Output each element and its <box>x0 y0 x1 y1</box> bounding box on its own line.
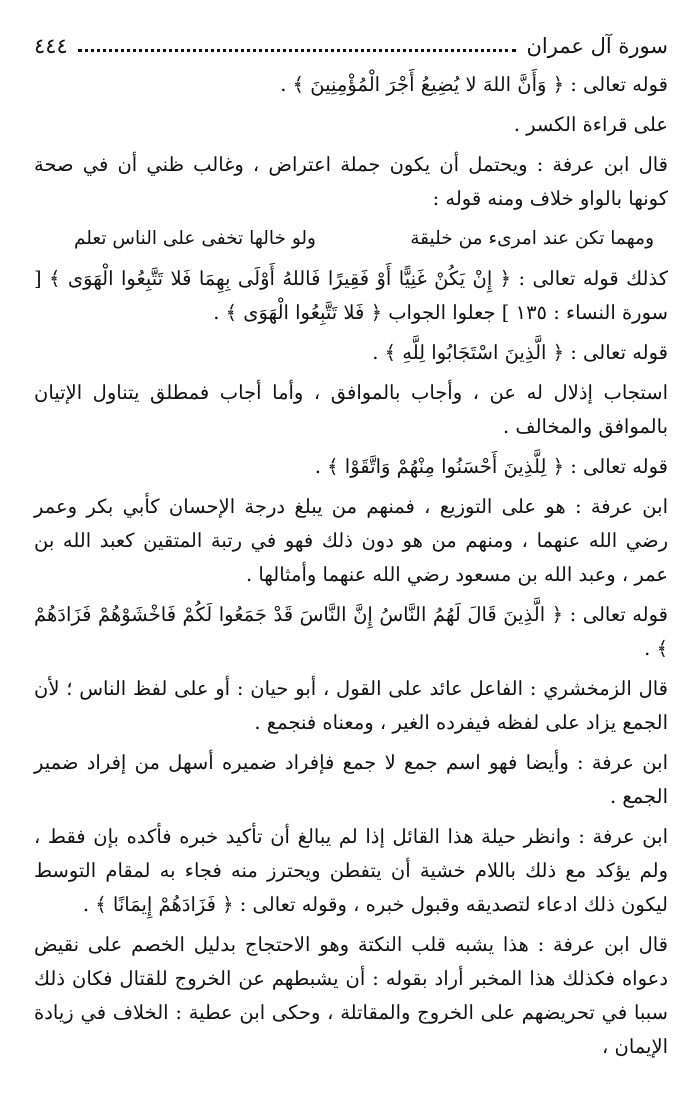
verse-right-hemistich: ومهما تكن عند امرىء من خليقة <box>410 228 654 249</box>
page-body <box>34 68 668 1064</box>
paragraph: على قراءة الكسر . <box>513 113 668 136</box>
surah-title: سورة آل عمران <box>526 34 668 58</box>
paragraph: قال الزمخشري : الفاعل عائد على القول ، أبو حيان : أو على لفظ الناس ؛ لأن الجمع يزاد على لفظه فيفرده الغير ، ومعناه فنجمع . <box>34 677 668 734</box>
page-number: ٤٤٤ <box>34 34 68 58</box>
poetry-verse <box>34 222 668 256</box>
page-header <box>34 26 668 66</box>
paragraph: قوله تعالى : ﴿ الَّذِينَ اسْتَجَابُوا لِلَّهِ ﴾ . <box>372 341 668 364</box>
paragraph: قوله تعالى : ﴿ لِلَّذِينَ أَحْسَنُوا مِنْهُمْ وَاتَّقَوْا ﴾ . <box>314 455 668 478</box>
verse-left-hemistich: ولو خالها تخفى على الناس تعلم <box>74 228 316 249</box>
paragraph: ابن عرفة : وانظر حيلة هذا القائل إذا لم يبالغ أن تأكيد خبره فأكده بإن فقط ، ولم يؤكد مع ذلك باللام خشية أن يتفطن ويحترز منه فجاء به لمقام التوسط ليكون ذلك ادعاء لتصديقه وقبول خبره ، وقوله تعالى : ﴿ فَزَادَهُمْ إِيمَانًا ﴾ . <box>34 825 668 916</box>
paragraph: قال ابن عرفة : ويحتمل أن يكون جملة اعتراض ، وغالب ظني أن في صحة كونها بالواو خلاف ومنه قوله : <box>34 153 668 210</box>
paragraph: قوله تعالى : ﴿ وَأَنَّ اللهَ لا يُضِيعُ أَجْرَ الْمُؤْمِنِينَ ﴾ . <box>280 73 668 96</box>
header-dotted-rule <box>78 49 517 52</box>
paragraph: كذلك قوله تعالى : ﴿ إِنْ يَكُنْ غَنِيًّا أَوْ فَقِيرًا فَاللهُ أَوْلَى بِهِمَا فَلا تَتَّبِعُوا الْهَوَى ﴾ [ سورة النساء : ١٣٥ ] جعلوا الجواب ﴿ فَلا تَتَّبِعُوا الْهَوَى ﴾ . <box>34 267 668 324</box>
paragraph: قال ابن عرفة : هذا يشبه قلب النكتة وهو الاحتجاج بدليل الخصم على نقيض دعواه فكذلك هذا المخبر أراد بقوله : أن يشبطهم عن الخروج للقتال فكان ذلك سببا في تحريضهم على الخروج والمقاتلة ، وحكى ابن عطية : الخلاف في زيادة الإيمان ، <box>34 933 668 1058</box>
paragraph: قوله تعالى : ﴿ الَّذِينَ قَالَ لَهُمُ النَّاسُ إِنَّ النَّاسَ قَدْ جَمَعُوا لَكُمْ فَاخْشَوْهُمْ فَزَادَهُمْ ﴾ . <box>34 603 668 660</box>
paragraph: ابن عرفة : هو على التوزيع ، فمنهم من يبلغ درجة الإحسان كأبي بكر وعمر رضي الله عنهما ، ومنهم من هو دون ذلك فهو في رتبة المتقين كعبد الله بن عمر ، وعبد الله بن مسعود رضي الله عنهما وأمثالها . <box>34 495 668 586</box>
paragraph: استجاب إذلال له عن ، وأجاب بالموافق ، وأما أجاب فمطلق يتناول الإتيان بالموافق والمخالف . <box>34 381 668 438</box>
paragraph: ابن عرفة : وأيضا فهو اسم جمع لا جمع فإفراد ضميره أسهل من إفراد ضمير الجمع . <box>34 751 668 808</box>
